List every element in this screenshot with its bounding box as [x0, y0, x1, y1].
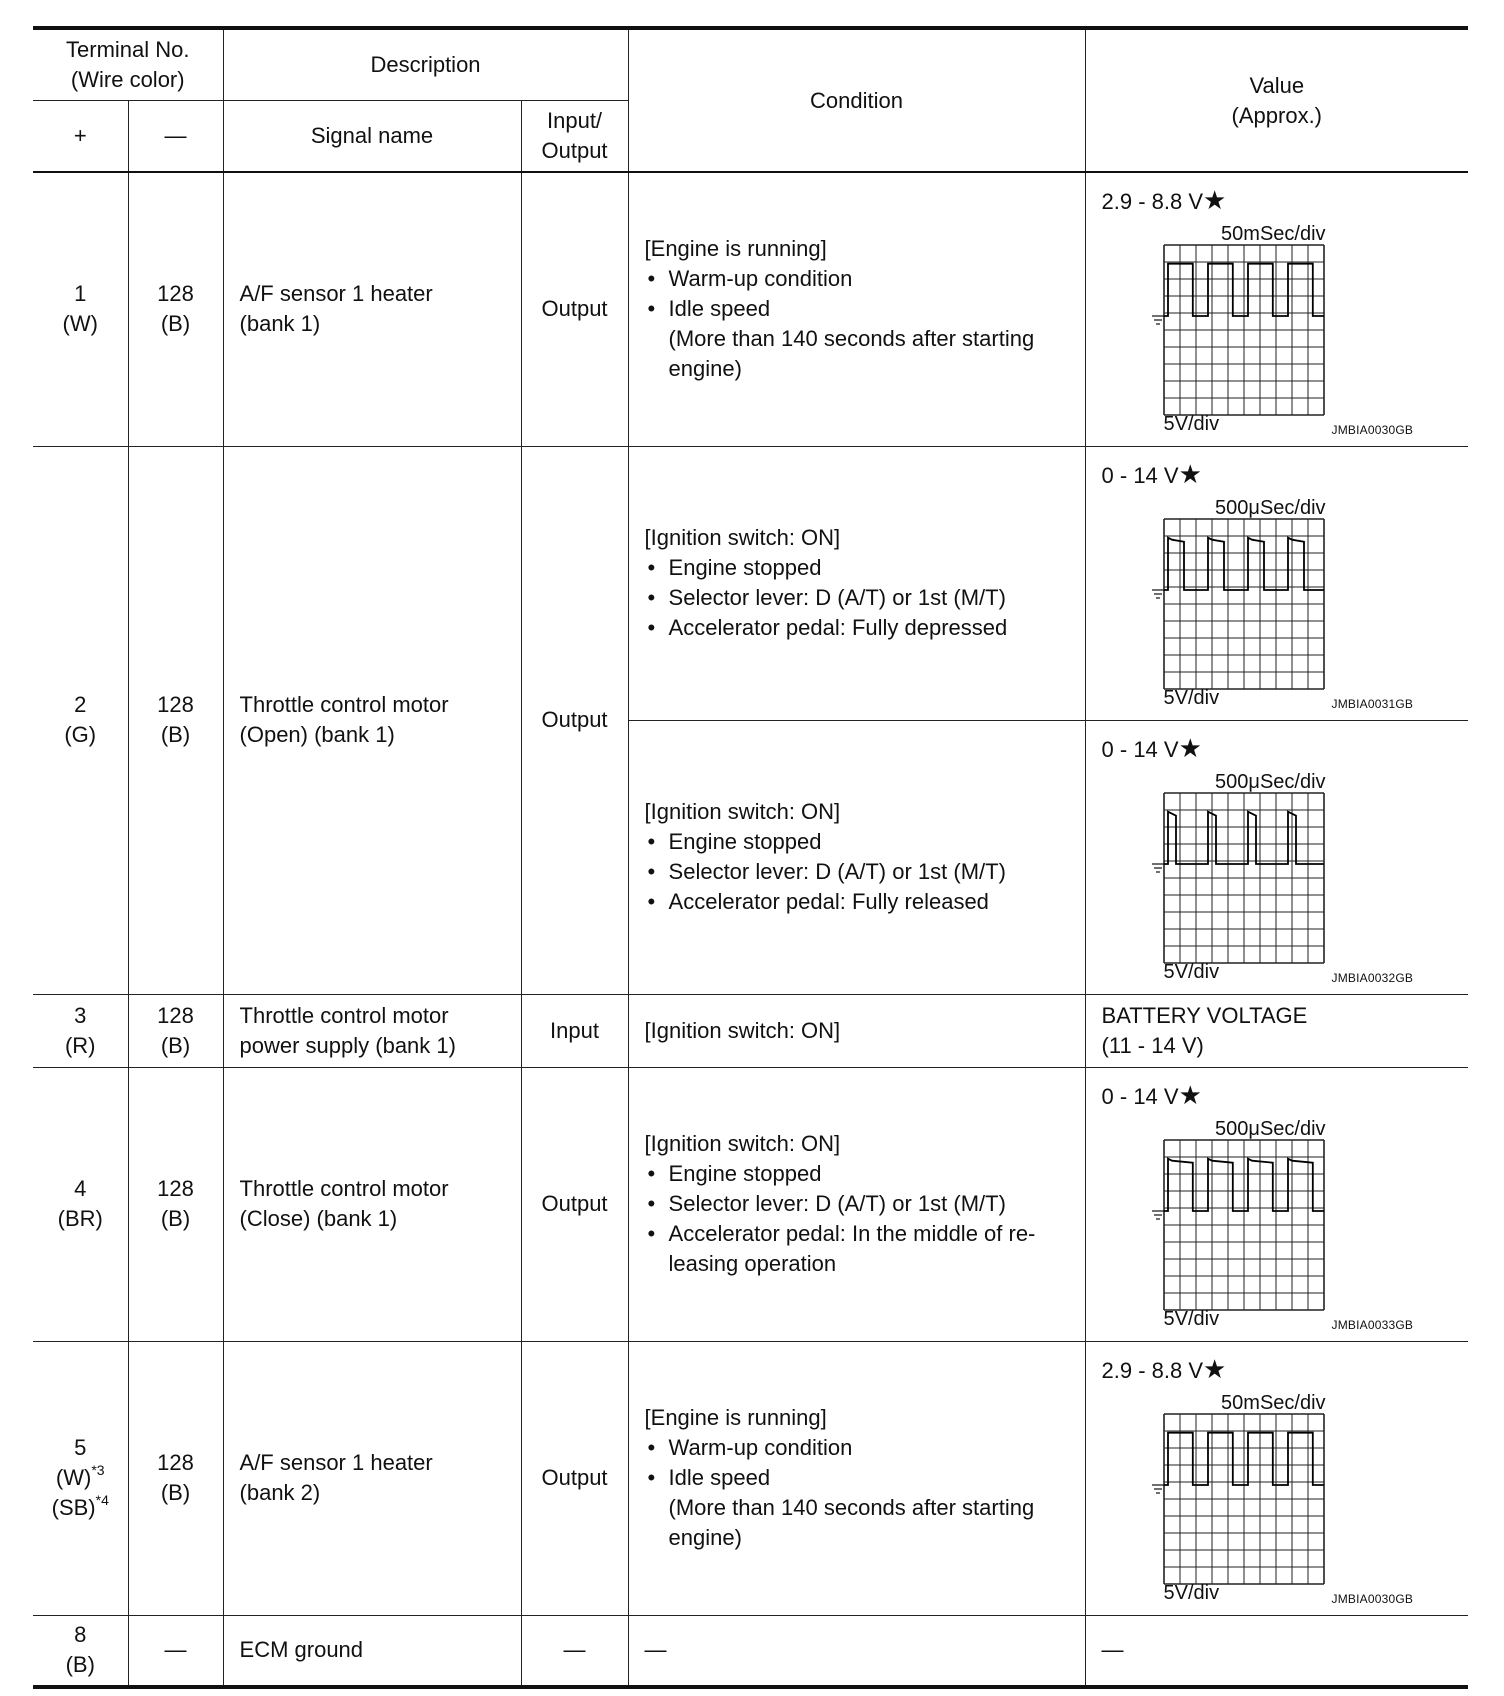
signal-name-line2: (Close) (bank 1) — [239, 1206, 398, 1231]
value-cell: — — [1085, 1615, 1468, 1687]
condition-heading: [Ignition switch: ON] — [644, 525, 841, 550]
wire-color-text: (W) — [55, 1465, 92, 1490]
condition-heading: [Ignition switch: ON] — [644, 1131, 841, 1156]
signal-name-line2: (Open) (bank 1) — [239, 722, 395, 747]
terminal-table-page — [33, 26, 1468, 1689]
ground-wire-color: (B) — [160, 1206, 191, 1231]
ground-terminal: 128 — [157, 1450, 194, 1475]
condition-item: • Selector lever: D (A/T) or 1st (M/T) — [645, 1189, 1075, 1219]
value-cell — [1085, 446, 1468, 720]
condition-cell: [Ignition switch: ON] — [628, 994, 1085, 1067]
voltage-range — [1102, 1354, 1227, 1386]
condition-note: (More than 140 seconds after starting — [668, 326, 1035, 352]
signal-name-line1: Throttle control motor — [239, 1002, 449, 1028]
condition-item: • Engine stopped — [645, 553, 1075, 583]
terminal-minus-cell — [128, 1341, 223, 1615]
condition-cell — [628, 1341, 1085, 1615]
ground-wire-color: (B) — [160, 1032, 191, 1058]
terminal-number: 4 — [74, 1176, 87, 1201]
ground-terminal: 128 — [157, 1176, 194, 1201]
figure-code: JMBIA0030GB — [1331, 1591, 1414, 1606]
terminal-minus-cell: — — [128, 1615, 223, 1687]
header-value-label: Value — [1249, 72, 1305, 98]
signal-name-cell — [223, 994, 521, 1067]
condition-cell — [628, 720, 1085, 994]
signal-name-line1: A/F sensor 1 heater — [239, 281, 433, 307]
table-row — [33, 1341, 1468, 1615]
waveform — [1102, 173, 1469, 443]
header-description: Description — [223, 28, 628, 100]
header-wire-color-label: (Wire color) — [70, 66, 185, 92]
voltage-range-text: 2.9 - 8.8 V — [1101, 189, 1204, 214]
terminal-plus-cell — [33, 172, 128, 446]
star-icon: ★ — [1203, 1353, 1227, 1384]
figure-code: JMBIA0032GB — [1331, 970, 1414, 985]
ground-terminal: 128 — [157, 692, 194, 717]
condition-item — [645, 294, 1075, 384]
condition-item-text: Idle speed — [668, 296, 771, 322]
terminal-number: 5 — [74, 1435, 87, 1460]
time-division: 500μSec/div — [1215, 496, 1326, 519]
header-io-line1: Input/ — [547, 107, 603, 133]
condition-heading: [Ignition switch: ON] — [644, 799, 841, 824]
condition-item: • Warm-up condition — [645, 1433, 1075, 1463]
waveform — [1102, 1068, 1469, 1338]
figure-code: JMBIA0030GB — [1331, 423, 1414, 437]
wire-color — [33, 1463, 128, 1493]
waveform — [1102, 721, 1469, 991]
table-row — [33, 1067, 1468, 1341]
wire-color: (G) — [64, 722, 97, 747]
condition-heading: [Engine is running] — [644, 1405, 827, 1430]
signal-name-line2: (bank 2) — [239, 1480, 321, 1505]
volt-division: 5V/div — [1163, 960, 1220, 983]
condition-note: engine) — [668, 356, 742, 382]
condition-item: • Engine stopped — [645, 827, 1075, 857]
io-cell: Input — [521, 994, 628, 1067]
star-icon: ★ — [1178, 458, 1202, 489]
signal-name-cell — [223, 1341, 521, 1615]
signal-name-line1: Throttle control motor — [239, 692, 449, 717]
volt-division: 5V/div — [1163, 686, 1220, 709]
ground-terminal: 128 — [157, 1002, 194, 1028]
signal-name-line1: A/F sensor 1 heater — [239, 1450, 433, 1475]
value-cell — [1085, 1067, 1468, 1341]
io-cell: Output — [521, 1341, 628, 1615]
ground-wire-color: (B) — [160, 1480, 191, 1505]
value-cell — [1085, 720, 1468, 994]
ground-icon — [1152, 864, 1164, 872]
ecm-terminal-table — [33, 26, 1468, 1689]
condition-item: • Warm-up condition — [645, 264, 1075, 294]
footnote-marker: *3 — [91, 1461, 105, 1478]
terminal-number: 2 — [74, 692, 87, 717]
header-approx-label: (Approx.) — [1231, 102, 1323, 128]
header-input-output — [521, 100, 628, 172]
time-division: 500μSec/div — [1215, 770, 1326, 793]
footnote-marker: *4 — [95, 1491, 109, 1508]
io-cell: Output — [521, 172, 628, 446]
time-division: 50mSec/div — [1221, 1391, 1326, 1414]
figure-code: JMBIA0031GB — [1331, 696, 1414, 711]
waveform — [1102, 447, 1469, 717]
star-icon: ★ — [1203, 185, 1227, 215]
condition-item: • Selector lever: D (A/T) or 1st (M/T) — [645, 583, 1075, 613]
condition-list — [645, 553, 1075, 643]
condition-note: engine) — [668, 1525, 742, 1550]
signal-name-line1: Throttle control motor — [239, 1176, 449, 1201]
terminal-minus-cell — [128, 1067, 223, 1341]
wire-color — [33, 1493, 128, 1523]
scope-grid — [1164, 1140, 1324, 1310]
wire-color-text: (SB) — [51, 1495, 96, 1520]
terminal-number: 8 — [74, 1622, 87, 1648]
condition-list — [645, 1433, 1075, 1553]
voltage-range-text: 0 - 14 V — [1101, 736, 1179, 762]
terminal-plus-cell — [33, 994, 128, 1067]
volt-division: 5V/div — [1163, 1581, 1220, 1604]
header-row-1 — [33, 28, 1468, 100]
condition-item: • Engine stopped — [645, 1159, 1075, 1189]
header-condition: Condition — [628, 28, 1085, 172]
signal-name-cell — [223, 1067, 521, 1341]
ground-icon — [1152, 590, 1164, 598]
header-plus: + — [33, 100, 128, 172]
condition-note: leasing operation — [668, 1251, 837, 1276]
value-cell — [1085, 994, 1468, 1067]
condition-item-text: Idle speed — [668, 1465, 771, 1490]
scope-grid — [1164, 1414, 1324, 1584]
figure-code: JMBIA0033GB — [1331, 1317, 1414, 1332]
terminal-plus-cell — [33, 1341, 128, 1615]
condition-cell — [628, 446, 1085, 720]
terminal-number: 1 — [74, 281, 87, 307]
star-icon: ★ — [1178, 732, 1202, 763]
condition-note: (More than 140 seconds after starting — [668, 1495, 1035, 1520]
condition-cell — [628, 1067, 1085, 1341]
terminal-minus-cell — [128, 446, 223, 994]
io-cell: Output — [521, 1067, 628, 1341]
terminal-plus-cell — [33, 1615, 128, 1687]
voltage-range-text: 0 - 14 V — [1101, 462, 1179, 488]
ground-terminal: 128 — [157, 281, 194, 307]
condition-item: • Accelerator pedal: Fully depressed — [645, 613, 1075, 643]
condition-list — [645, 264, 1075, 384]
time-division: 500μSec/div — [1215, 1117, 1326, 1140]
io-cell: — — [521, 1615, 628, 1687]
condition-cell: — — [628, 1615, 1085, 1687]
voltage-range — [1102, 1080, 1202, 1112]
signal-name-cell: ECM ground — [223, 1615, 521, 1687]
scope-grid — [1164, 245, 1324, 415]
signal-name-cell — [223, 172, 521, 446]
header-terminal — [33, 28, 223, 100]
signal-name-line2: power supply (bank 1) — [239, 1032, 456, 1058]
voltage-range — [1102, 185, 1227, 217]
header-minus: — — [128, 100, 223, 172]
condition-item — [645, 1219, 1075, 1279]
ground-wire-color: (B) — [160, 311, 191, 337]
io-cell: Output — [521, 446, 628, 994]
wire-color: (W) — [62, 311, 98, 337]
condition-item: • Selector lever: D (A/T) or 1st (M/T) — [645, 857, 1075, 887]
ground-wire-color: (B) — [160, 722, 191, 747]
time-division: 50mSec/div — [1221, 223, 1326, 245]
ground-icon — [1152, 1485, 1164, 1493]
header-terminal-label: Terminal No. — [66, 36, 190, 62]
volt-division: 5V/div — [1163, 1307, 1220, 1330]
waveform — [1102, 1342, 1469, 1612]
signal-name-cell — [223, 446, 521, 994]
star-icon: ★ — [1178, 1079, 1202, 1110]
value-cell — [1085, 172, 1468, 446]
table-row — [33, 172, 1468, 446]
voltage-range — [1102, 459, 1202, 491]
voltage-range-text: 2.9 - 8.8 V — [1101, 1357, 1204, 1383]
ground-icon — [1152, 1211, 1164, 1219]
header-signal-name: Signal name — [223, 100, 521, 172]
wire-color: (B) — [65, 1652, 95, 1678]
value-line1: BATTERY VOLTAGE — [1101, 1002, 1308, 1028]
condition-heading: [Engine is running] — [644, 236, 827, 262]
terminal-minus-cell — [128, 994, 223, 1067]
wire-color: (BR) — [57, 1206, 103, 1231]
terminal-plus-cell — [33, 1067, 128, 1341]
terminal-plus-cell — [33, 446, 128, 994]
condition-list — [645, 1159, 1075, 1279]
value-cell — [1085, 1341, 1468, 1615]
signal-name-line2: (bank 1) — [239, 311, 321, 337]
table-row — [33, 1615, 1468, 1687]
voltage-range — [1102, 733, 1202, 765]
volt-division: 5V/div — [1163, 413, 1220, 435]
condition-list — [645, 827, 1075, 917]
ground-icon — [1152, 316, 1164, 324]
condition-item-text: Accelerator pedal: In the middle of re- — [668, 1221, 1036, 1246]
header-value — [1085, 28, 1468, 172]
header-io-line2: Output — [541, 137, 608, 163]
table-row — [33, 994, 1468, 1067]
voltage-range-text: 0 - 14 V — [1101, 1083, 1179, 1109]
scope-grid — [1164, 793, 1324, 963]
condition-item — [645, 1463, 1075, 1553]
condition-cell — [628, 172, 1085, 446]
terminal-number: 3 — [74, 1002, 87, 1028]
table-row — [33, 446, 1468, 720]
wire-color: (R) — [64, 1032, 96, 1058]
condition-item: • Accelerator pedal: Fully released — [645, 887, 1075, 917]
scope-grid — [1164, 519, 1324, 689]
terminal-minus-cell — [128, 172, 223, 446]
value-line2: (11 - 14 V) — [1101, 1032, 1204, 1058]
